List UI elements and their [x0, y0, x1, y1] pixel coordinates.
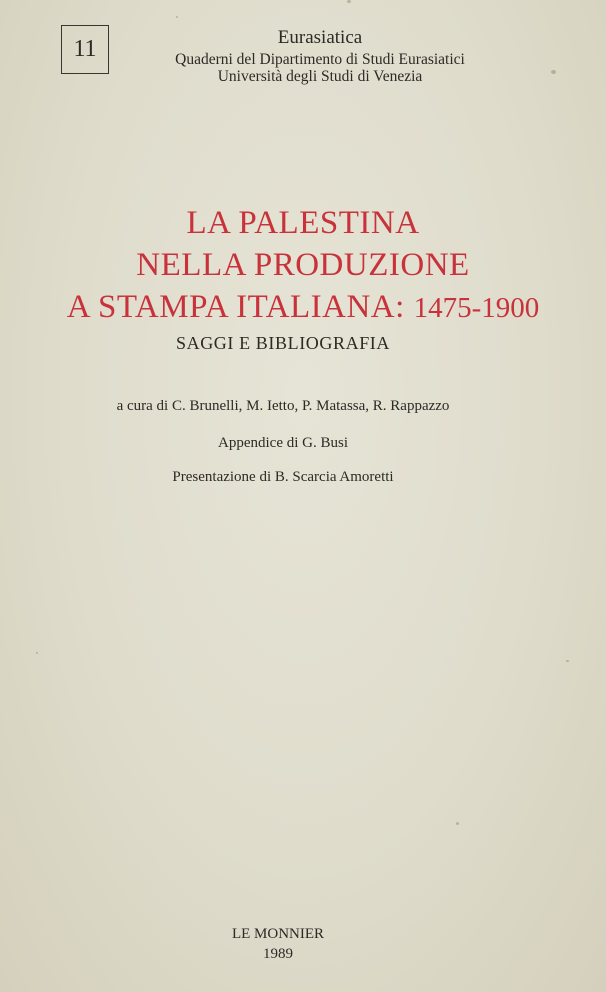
paper-speck	[456, 822, 459, 825]
appendix-credit: Appendice di G. Busi	[218, 435, 348, 451]
editors-credit: a cura di C. Brunelli, M. Ietto, P. Matassa, R. Rappazzo	[116, 398, 450, 414]
publication-year: 1989	[263, 946, 293, 962]
paper-speck	[176, 16, 178, 18]
series-number-box	[61, 25, 109, 74]
title-line-3-text: A STAMPA ITALIANA:	[66, 289, 405, 325]
paper-speck	[36, 652, 38, 654]
series-header	[130, 25, 510, 85]
series-number: 11	[73, 36, 97, 62]
series-name: Eurasiatica	[277, 27, 363, 48]
series-department: Quaderni del Dipartimento di Studi Eurasiatici	[175, 51, 465, 68]
paper-speck	[551, 70, 556, 74]
title-line-1: LA PALESTINA	[186, 205, 420, 241]
publisher-block	[0, 924, 556, 964]
paper-speck	[347, 0, 351, 3]
title-line-2: NELLA PRODUZIONE	[136, 247, 470, 283]
title-line-3	[0, 286, 606, 329]
book-subtitle: SAGGI E BIBLIOGRAFIA	[176, 333, 390, 353]
title-years: 1475-1900	[413, 292, 540, 324]
presentation-credit: Presentazione di B. Scarcia Amoretti	[172, 469, 394, 485]
paper-speck	[566, 660, 569, 662]
series-university: Università degli Studi di Venezia	[217, 68, 423, 85]
book-title	[0, 202, 606, 329]
publisher-name: LE MONNIER	[231, 926, 325, 942]
